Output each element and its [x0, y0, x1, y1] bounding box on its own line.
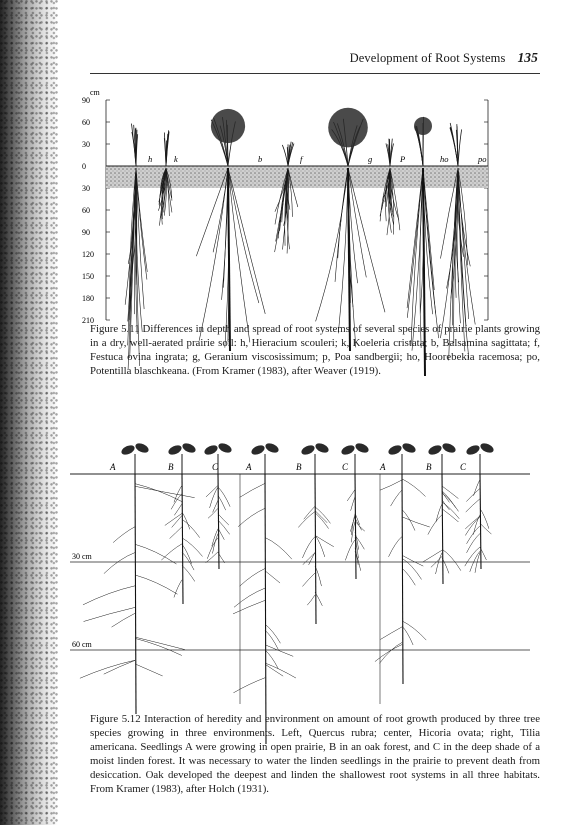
depth-tick-label: 90 — [82, 96, 90, 105]
seedling-label: B — [296, 462, 302, 472]
depth-tick-label: 180 — [82, 294, 94, 303]
seedling-labels — [109, 462, 467, 472]
running-head — [300, 50, 538, 66]
depth-tick-label: 30 — [82, 184, 90, 193]
figure-5-12-seedling-roots — [50, 432, 530, 704]
depth-tick-label: 120 — [82, 250, 94, 259]
species-label: k — [174, 154, 178, 164]
axis-unit-label: cm — [90, 88, 100, 97]
seedling-drawing — [80, 441, 195, 714]
seedling-drawing — [298, 441, 334, 624]
depth-tick-label: 150 — [82, 272, 94, 281]
species-label: P — [400, 154, 406, 164]
caption-text: Differences in depth and spread of root systems of several species of prairie plants growing in a dry, well-aerated prairie soil: h, Hieracium scouleri; k, Koeleria cristata; b, Balsamina sagittata; f, Festuca ovina ingrata; g, Geranium viscosissimum; p, Poa sandbergii; ho, Hoorebekia racemosa; po, Potentilla blaschkeana. (From Kramer (1983), after Weaver (1919). — [90, 323, 540, 377]
running-head-title: Development of Root Systems — [349, 51, 506, 65]
depth-tick-label: 60 — [82, 206, 90, 215]
seedling-label: B — [168, 462, 174, 472]
depth-tick-label: 60 — [82, 118, 90, 127]
caption-label: Figure 5.11 — [90, 323, 140, 335]
species-label: po — [478, 154, 487, 164]
caption-label: Figure 5.12 — [90, 713, 141, 725]
depth-tick-label: 210 — [82, 316, 94, 325]
seedling-drawing — [375, 441, 430, 684]
seedling-label: B — [426, 462, 432, 472]
figure-5-11-root-systems — [78, 88, 498, 325]
seedling-label: C — [460, 462, 467, 472]
depth-label-60cm: 60 cm — [72, 640, 92, 649]
plant-drawing — [196, 109, 265, 351]
plant-drawing — [316, 108, 385, 351]
seedling-label: C — [212, 462, 219, 472]
figure-5-12-caption — [90, 712, 540, 796]
page-number: 135 — [517, 50, 538, 65]
figure-5-11-caption — [90, 322, 540, 378]
species-label: h — [148, 154, 153, 164]
species-label: b — [258, 154, 263, 164]
caption-text: Interaction of heredity and environment on amount of root growth produced by three tree species growing in three environments. Left, Quercus rubra; center, Hicoria ovata; right, Tilia americana. Seedlings A were growing in open prairie, B in an oak forest, and C in the deep shade of a moist linden forest. It was necessary to water the linden seedlings in the prairie to prevent death from desiccation. Oak developed the deepest and linden the shallowest root systems in all three habitats. From Kramer (1983), after Holch (1931). — [90, 713, 540, 795]
seedling-label: A — [110, 462, 116, 472]
species-label: f — [300, 154, 303, 164]
plant-drawing — [275, 142, 298, 254]
species-label: ho — [440, 154, 449, 164]
species-labels — [148, 154, 487, 164]
header-rule — [90, 73, 540, 74]
seedling-label: A — [246, 462, 252, 472]
seedling-drawing — [233, 441, 296, 744]
seedling-drawing — [465, 441, 495, 572]
depth-label-30cm: 30 cm — [72, 552, 92, 561]
seedling-label: C — [342, 462, 349, 472]
seedling-label: A — [380, 462, 386, 472]
depth-tick-label: 0 — [82, 162, 86, 171]
depth-tick-label: 90 — [82, 228, 90, 237]
species-label: g — [368, 154, 373, 164]
seedling-drawing — [203, 441, 233, 569]
depth-tick-label: 30 — [82, 140, 90, 149]
seedling-drawings — [80, 441, 495, 744]
